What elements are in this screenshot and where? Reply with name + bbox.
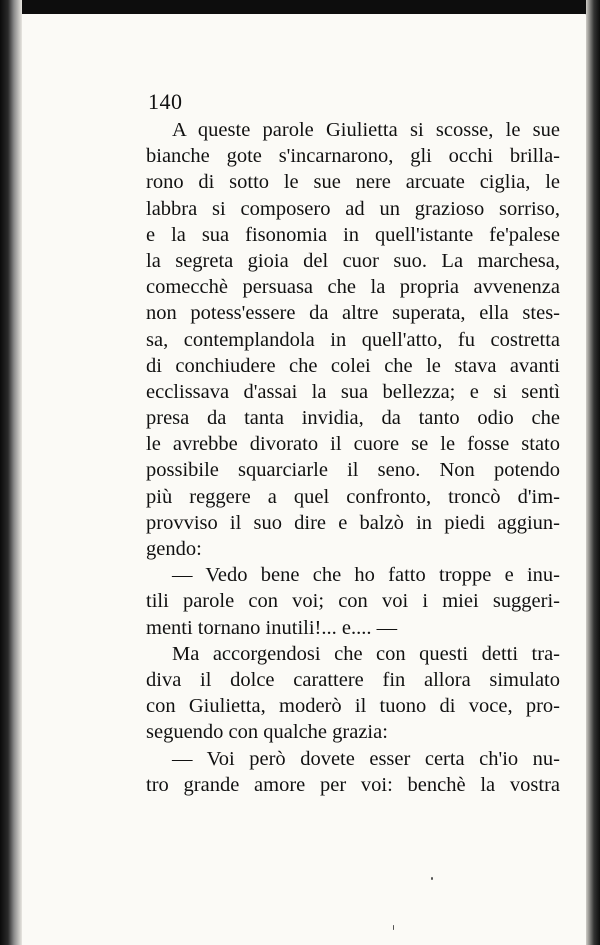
text-line: comecchè persuasa che la propria avvenenza [146,276,560,299]
text-line: labbra si composero ad un grazioso sorriso, [146,197,560,220]
body-text [146,117,560,798]
text-line: la segreta gioia del cuor suo. La marchesa, [146,249,560,272]
book-gutter-shadow [0,0,22,945]
text-line: di conchiudere che colei che le stava avanti [146,354,560,377]
ink-speck [431,877,433,880]
text-line: più reggere a quel confronto, troncò d'im- [146,485,560,508]
text-line: Ma accorgendosi che con questi detti tra- [172,642,560,665]
text-line: diva il dolce carattere fin allora simulato [146,668,560,691]
scan-top-shadow [0,0,600,14]
text-line: provviso il suo dire e balzò in piedi aggiun- [146,511,560,534]
text-line: tro grande amore per voi: benchè la vostra [146,773,560,796]
text-line: ecclissava d'assai la sua bellezza; e si sentì [146,380,560,403]
text-line: bianche gote s'incarnarono, gli occhi brilla- [146,145,560,168]
text-line: sa, contemplandola in quell'atto, fu costretta [146,328,560,351]
text-line: presa da tanta invidia, da tanto odio che [146,407,560,430]
text-line: le avrebbe divorato il cuore se le fosse stato [146,433,560,456]
text-line: tili parole con voi; con voi i miei suggeri- [146,590,560,613]
text-line: e la sua fisonomia in quell'istante fe'palese [146,223,560,246]
text-block [146,87,560,798]
text-line: — Vedo bene che ho fatto troppe e inu- [172,564,560,587]
page-number: 140 [148,89,183,114]
text-line: rono di sotto le sue nere arcuate ciglia, le [146,171,560,194]
text-line: gendo: [146,538,202,560]
text-line: A queste parole Giulietta si scosse, le sue [172,119,560,141]
page-edge-shadow [586,0,600,945]
text-line: con Giulietta, moderò il tuono di voce, pro- [146,695,560,718]
text-line: non potess'essere da altre superata, ella stes- [146,302,560,325]
text-line: possibile squarciarle il seno. Non potendo [146,459,560,482]
text-line: menti tornano inutili!... e.... — [146,616,398,639]
text-line: seguendo con qualche grazia: [146,721,388,744]
ink-speck [393,925,394,930]
text-line: — Voi però dovete esser certa ch'io nu- [172,747,560,770]
